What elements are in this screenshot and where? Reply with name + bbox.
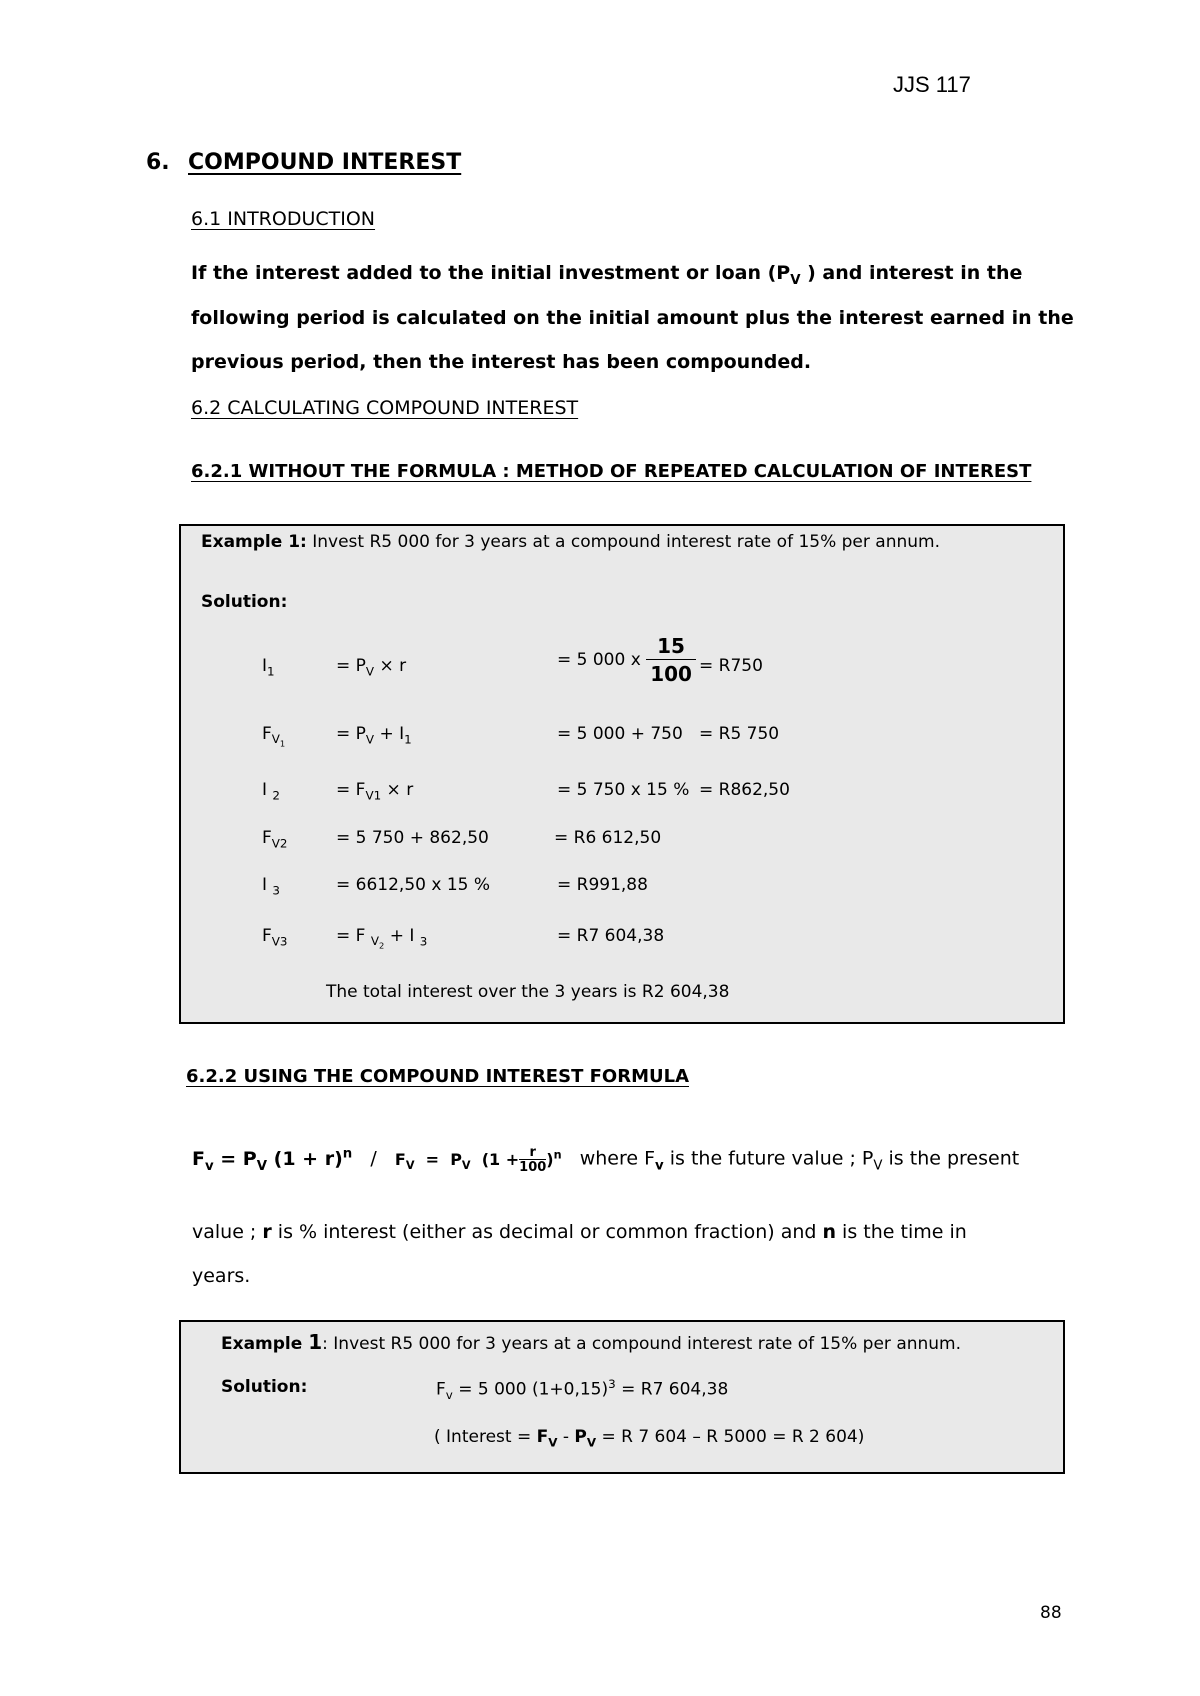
row-2-label: $F_{V_1}$ <box>262 724 286 749</box>
row-4-formula: = 5 750 + 862,50 <box>336 828 489 848</box>
section-number: 6. <box>146 150 170 175</box>
row-2-result: = R5 750 <box>699 724 780 744</box>
intro-line-1: If the interest added to the initial investment or loan ($P_V$ ) and interest in the <box>191 262 1023 288</box>
row-2-substitution: = 5 000 + 750 <box>557 724 683 744</box>
row-5-label: I $_3$ <box>262 875 280 898</box>
formula-percent: $F_V = P_V$ (1 + $\frac{r}{100}$ )$^n$ <box>394 1145 562 1175</box>
example-2-solution-label: Solution: <box>221 1377 308 1397</box>
row-3-formula: = $F_{V1} \times r$ <box>336 780 414 803</box>
example-2-heading: Example 1: Invest R5 000 for 3 years at a compound interest rate of 15% per annum. <box>221 1330 962 1354</box>
header-code: JJS 117 <box>893 72 971 97</box>
formula-explanation-line-3: years. <box>192 1265 251 1287</box>
example-1-heading: Example 1: Invest R5 000 for 3 years at a compound interest rate of 15% per annum. <box>201 532 940 552</box>
formula-explanation-line-2: value ; r is % interest (either as decimal or common fraction) and n is the time in <box>192 1221 967 1243</box>
row-6-label: $F_{V3}$ <box>262 926 288 949</box>
row-3-label: I $_2$ <box>262 780 280 803</box>
row-3-substitution: = 5 750 x 15 % <box>557 780 690 800</box>
formula-line: $F_v = P_V$ $(1 + r)^n$ / $F_V = P_V$ (1 + $\frac{r}{100}$ )$^n$ where $F_v$ is the future value ; $P_V$ is the present <box>192 1145 1020 1175</box>
example-2-box <box>179 1320 1065 1474</box>
heading-6-2-2: 6.2.2 USING THE COMPOUND INTEREST FORMULA <box>186 1066 689 1087</box>
row-1-formula: = $P_V \times r$ <box>336 656 407 679</box>
intro-line-2: following period is calculated on the initial amount plus the interest earned in the <box>191 307 1074 329</box>
row-1-result: = R750 <box>699 656 763 676</box>
row-3-result: = R862,50 <box>699 780 790 800</box>
row-5-formula: = 6612,50 x 15 % <box>336 875 491 895</box>
formula-simple: $F_v = P_V$ $(1 + r)^n$ <box>192 1146 353 1174</box>
row-4-label: $F_{V2}$ <box>262 828 288 851</box>
row-6-result: = R7 604,38 <box>557 926 665 946</box>
row-1-label: $I_1$ <box>262 656 275 679</box>
example-1-box <box>179 524 1065 1024</box>
row-2-formula: = $P_V + I_1$ <box>336 724 412 747</box>
example-2-calculation: $F_v = 5$ 000 $(1+0,15)^3 = R7$ 604,38 <box>436 1377 729 1403</box>
intro-line-3: previous period, then the interest has been compounded. <box>191 351 812 373</box>
heading-6-2: 6.2 CALCULATING COMPOUND INTEREST <box>191 397 579 419</box>
row-5-result: = R991,88 <box>557 875 648 895</box>
example-1-solution-label: Solution: <box>201 592 288 612</box>
heading-6-2-1: 6.2.1 WITHOUT THE FORMULA : METHOD OF REPEATED CALCULATION OF INTEREST <box>191 461 1032 482</box>
fraction-15-over-100: $\frac{15}{100}$ <box>646 636 696 684</box>
row-6-formula: = F $_{V_2}$ + I $_3$ <box>336 926 428 951</box>
total-interest-text: The total interest over the 3 years is R2 604,38 <box>326 982 730 1002</box>
row-1-substitution: = 5 000 x $\frac{15}{100}$ <box>557 636 696 684</box>
heading-6-1: 6.1 INTRODUCTION <box>191 208 376 230</box>
example-2-interest-check: ( Interest = $F_V - P_V = R$ 7 604 – R 5000 = R 2 604) <box>434 1427 865 1450</box>
row-4-result: = R6 612,50 <box>554 828 662 848</box>
section-title: COMPOUND INTEREST <box>188 150 462 175</box>
page-number: 88 <box>1040 1603 1062 1623</box>
